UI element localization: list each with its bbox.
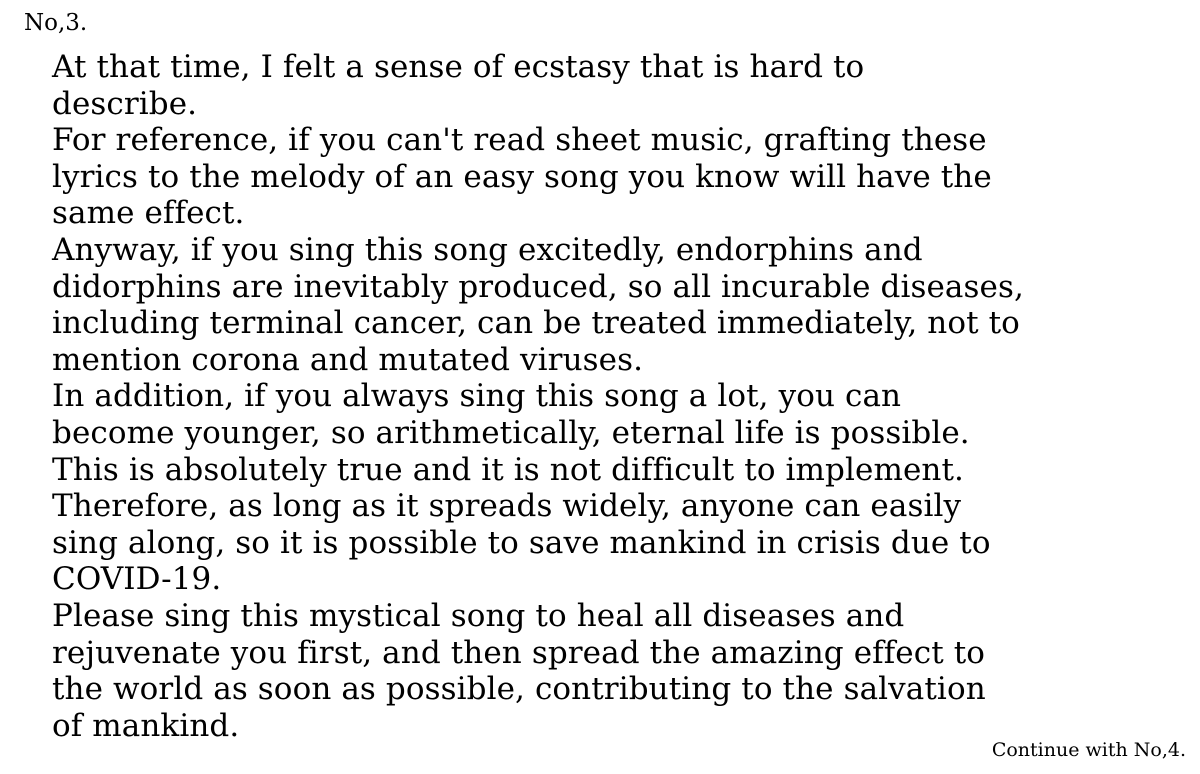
- text-line-6: Anyway, if you sing this song excitedly, endorphins and: [52, 231, 923, 268]
- text-line-1: At that time, I felt a sense of ecstasy that is hard to: [52, 49, 865, 85]
- text-line-8: including terminal cancer, can be treated immediately, not to: [52, 305, 1020, 342]
- text-line-2: describe.: [52, 85, 198, 122]
- text-line-12: This is absolutely true and it is not difficult to implement.: [52, 451, 964, 488]
- continue-note: Continue with No,4.: [991, 739, 1186, 761]
- text-line-16: Please sing this mystical song to heal all diseases and: [52, 597, 905, 634]
- text-line-14: sing along, so it is possible to save mankind in crisis due to: [52, 524, 991, 561]
- text-line-19: of mankind.: [52, 707, 240, 744]
- text-line-5: same effect.: [52, 195, 245, 232]
- text-line-17: rejuvenate you first, and then spread the amazing effect to: [52, 634, 986, 671]
- text-line-11: become younger, so arithmetically, eternal life is possible.: [52, 414, 970, 451]
- text-line-15: COVID-19.: [52, 561, 222, 598]
- body-text: [52, 49, 1182, 744]
- text-line-13: Therefore, as long as it spreads widely, anyone can easily: [52, 488, 962, 525]
- text-line-4: lyrics to the melody of an easy song you know will have the: [52, 158, 992, 195]
- text-line-10: In addition, if you always sing this song a lot, you can: [52, 378, 902, 415]
- text-line-3: For reference, if you can't read sheet music, grafting these: [52, 122, 987, 159]
- text-line-9: mention corona and mutated viruses.: [52, 341, 644, 378]
- page-number: No,3.: [24, 10, 88, 36]
- text-line-7: didorphins are inevitably produced, so all incurable diseases,: [52, 268, 1024, 305]
- text-line-18: the world as soon as possible, contributing to the salvation: [52, 671, 986, 708]
